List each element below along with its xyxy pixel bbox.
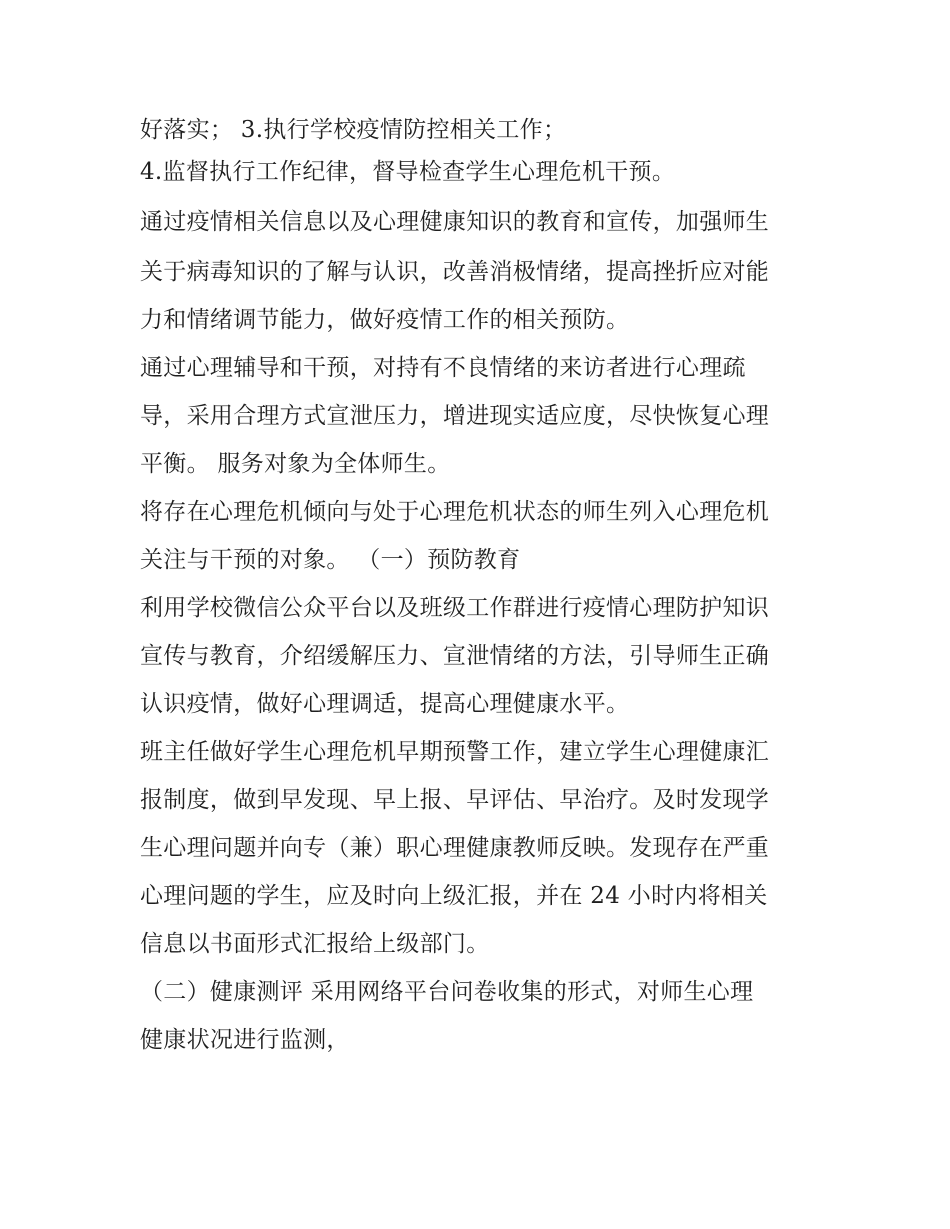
text-line-3: 通过疫情相关信息以及心理健康知识的教育和宣传，加强师生 [140, 209, 770, 235]
text-line-15: 报制度，做到早发现、早上报、早评估、早治疗。及时发现学 [140, 787, 770, 813]
text-line-4: 关于病毒知识的了解与认识，改善消极情绪，提高挫折应对能 [140, 259, 770, 285]
document-body [140, 109, 820, 1061]
text-line-20: 健康状况进行监测， [140, 1027, 350, 1053]
text-line-2: 4.监督执行工作纪律，督导检查学生心理危机干预。 [140, 159, 676, 185]
text-line-11: 利用学校微信公众平台以及班级工作群进行疫情心理防护知识 [140, 595, 770, 621]
text-line-6: 通过心理辅导和干预，对持有不良情绪的来访者进行心理疏 [140, 355, 746, 381]
text-line-9: 将存在心理危机倾向与处于心理危机状态的师生列入心理危机 [140, 499, 770, 525]
text-line-14: 班主任做好学生心理危机早期预警工作，建立学生心理健康汇 [140, 739, 770, 765]
text-line-1: 好落实； 3.执行学校疫情防控相关工作； [140, 117, 567, 143]
text-line-18: 信息以书面形式汇报给上级部门。 [140, 931, 490, 957]
text-line-12: 宣传与教育，介绍缓解压力、宣泄情绪的方法，引导师生正确 [140, 643, 770, 669]
text-line-7: 导，采用合理方式宣泄压力，增进现实适应度，尽快恢复心理 [140, 403, 770, 429]
text-line-19: （二）健康测评 采用网络平台问卷收集的形式，对师生心理 [140, 979, 754, 1005]
text-line-13: 认识疫情，做好心理调适，提高心理健康水平。 [140, 691, 630, 717]
text-line-8: 平衡。 服务对象为全体师生。 [140, 451, 451, 477]
text-line-5: 力和情绪调节能力，做好疫情工作的相关预防。 [140, 307, 630, 333]
text-line-10: 关注与干预的对象。 （一）预防教育 [140, 547, 521, 573]
text-line-16: 生心理问题并向专（兼）职心理健康教师反映。发现存在严重 [140, 835, 770, 861]
text-line-17: 心理问题的学生，应及时向上级汇报，并在 24 小时内将相关 [140, 883, 768, 909]
